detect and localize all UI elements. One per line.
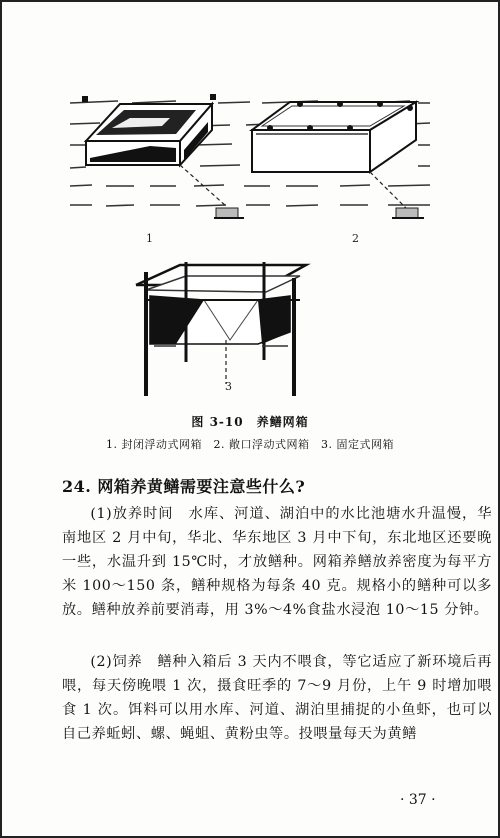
cage-fixed bbox=[136, 262, 306, 396]
figure-label-2: 2 bbox=[352, 232, 359, 245]
figure-caption: 图 3-10 养鳝网箱 bbox=[191, 415, 309, 429]
paragraph-feeding: (2)饲养 鳝种入箱后 3 天内不喂食，等它适应了新环境后再喂，每天傍晚喂 1 次，摄食旺季的 7～9 月份，上午 9 时增加喂食 1 次。饵料可以用水库、河道、湖泊里捕捉的小鱼虾，也可以自己养蚯蚓、螺、蝇蛆、黄粉虫等。投喂量每天为黄鳝 bbox=[62, 654, 492, 742]
figure-legend: 1. 封闭浮动式网箱 2. 敞口浮动式网箱 3. 固定式网箱 bbox=[106, 438, 394, 451]
cage-closed-floating bbox=[82, 94, 244, 218]
cage-open-floating bbox=[252, 101, 424, 218]
figure-label-1: 1 bbox=[146, 232, 153, 245]
page-number: · 37 · bbox=[400, 792, 436, 808]
figure-label-3: 3 bbox=[225, 380, 232, 393]
section-question-heading: 24. 网箱养黄鳝需要注意些什么? bbox=[62, 477, 306, 496]
paragraph-stocking-time: (1)放养时间 水库、河道、湖泊中的水比池塘水升温慢，华南地区 2 月中旬，华北、华东地区 3 月中下旬，东北地区还要晚一些，水温升到 15℃时，才放鳝种。网箱养鳝放养密度为每平方米 100～150 条，鳝种规格为每条 40 克。规格小的鳝种可以多放。鳝种放养前要消毒，用 3%～4%食盐水浸泡 10～15 分钟。 bbox=[62, 506, 492, 618]
